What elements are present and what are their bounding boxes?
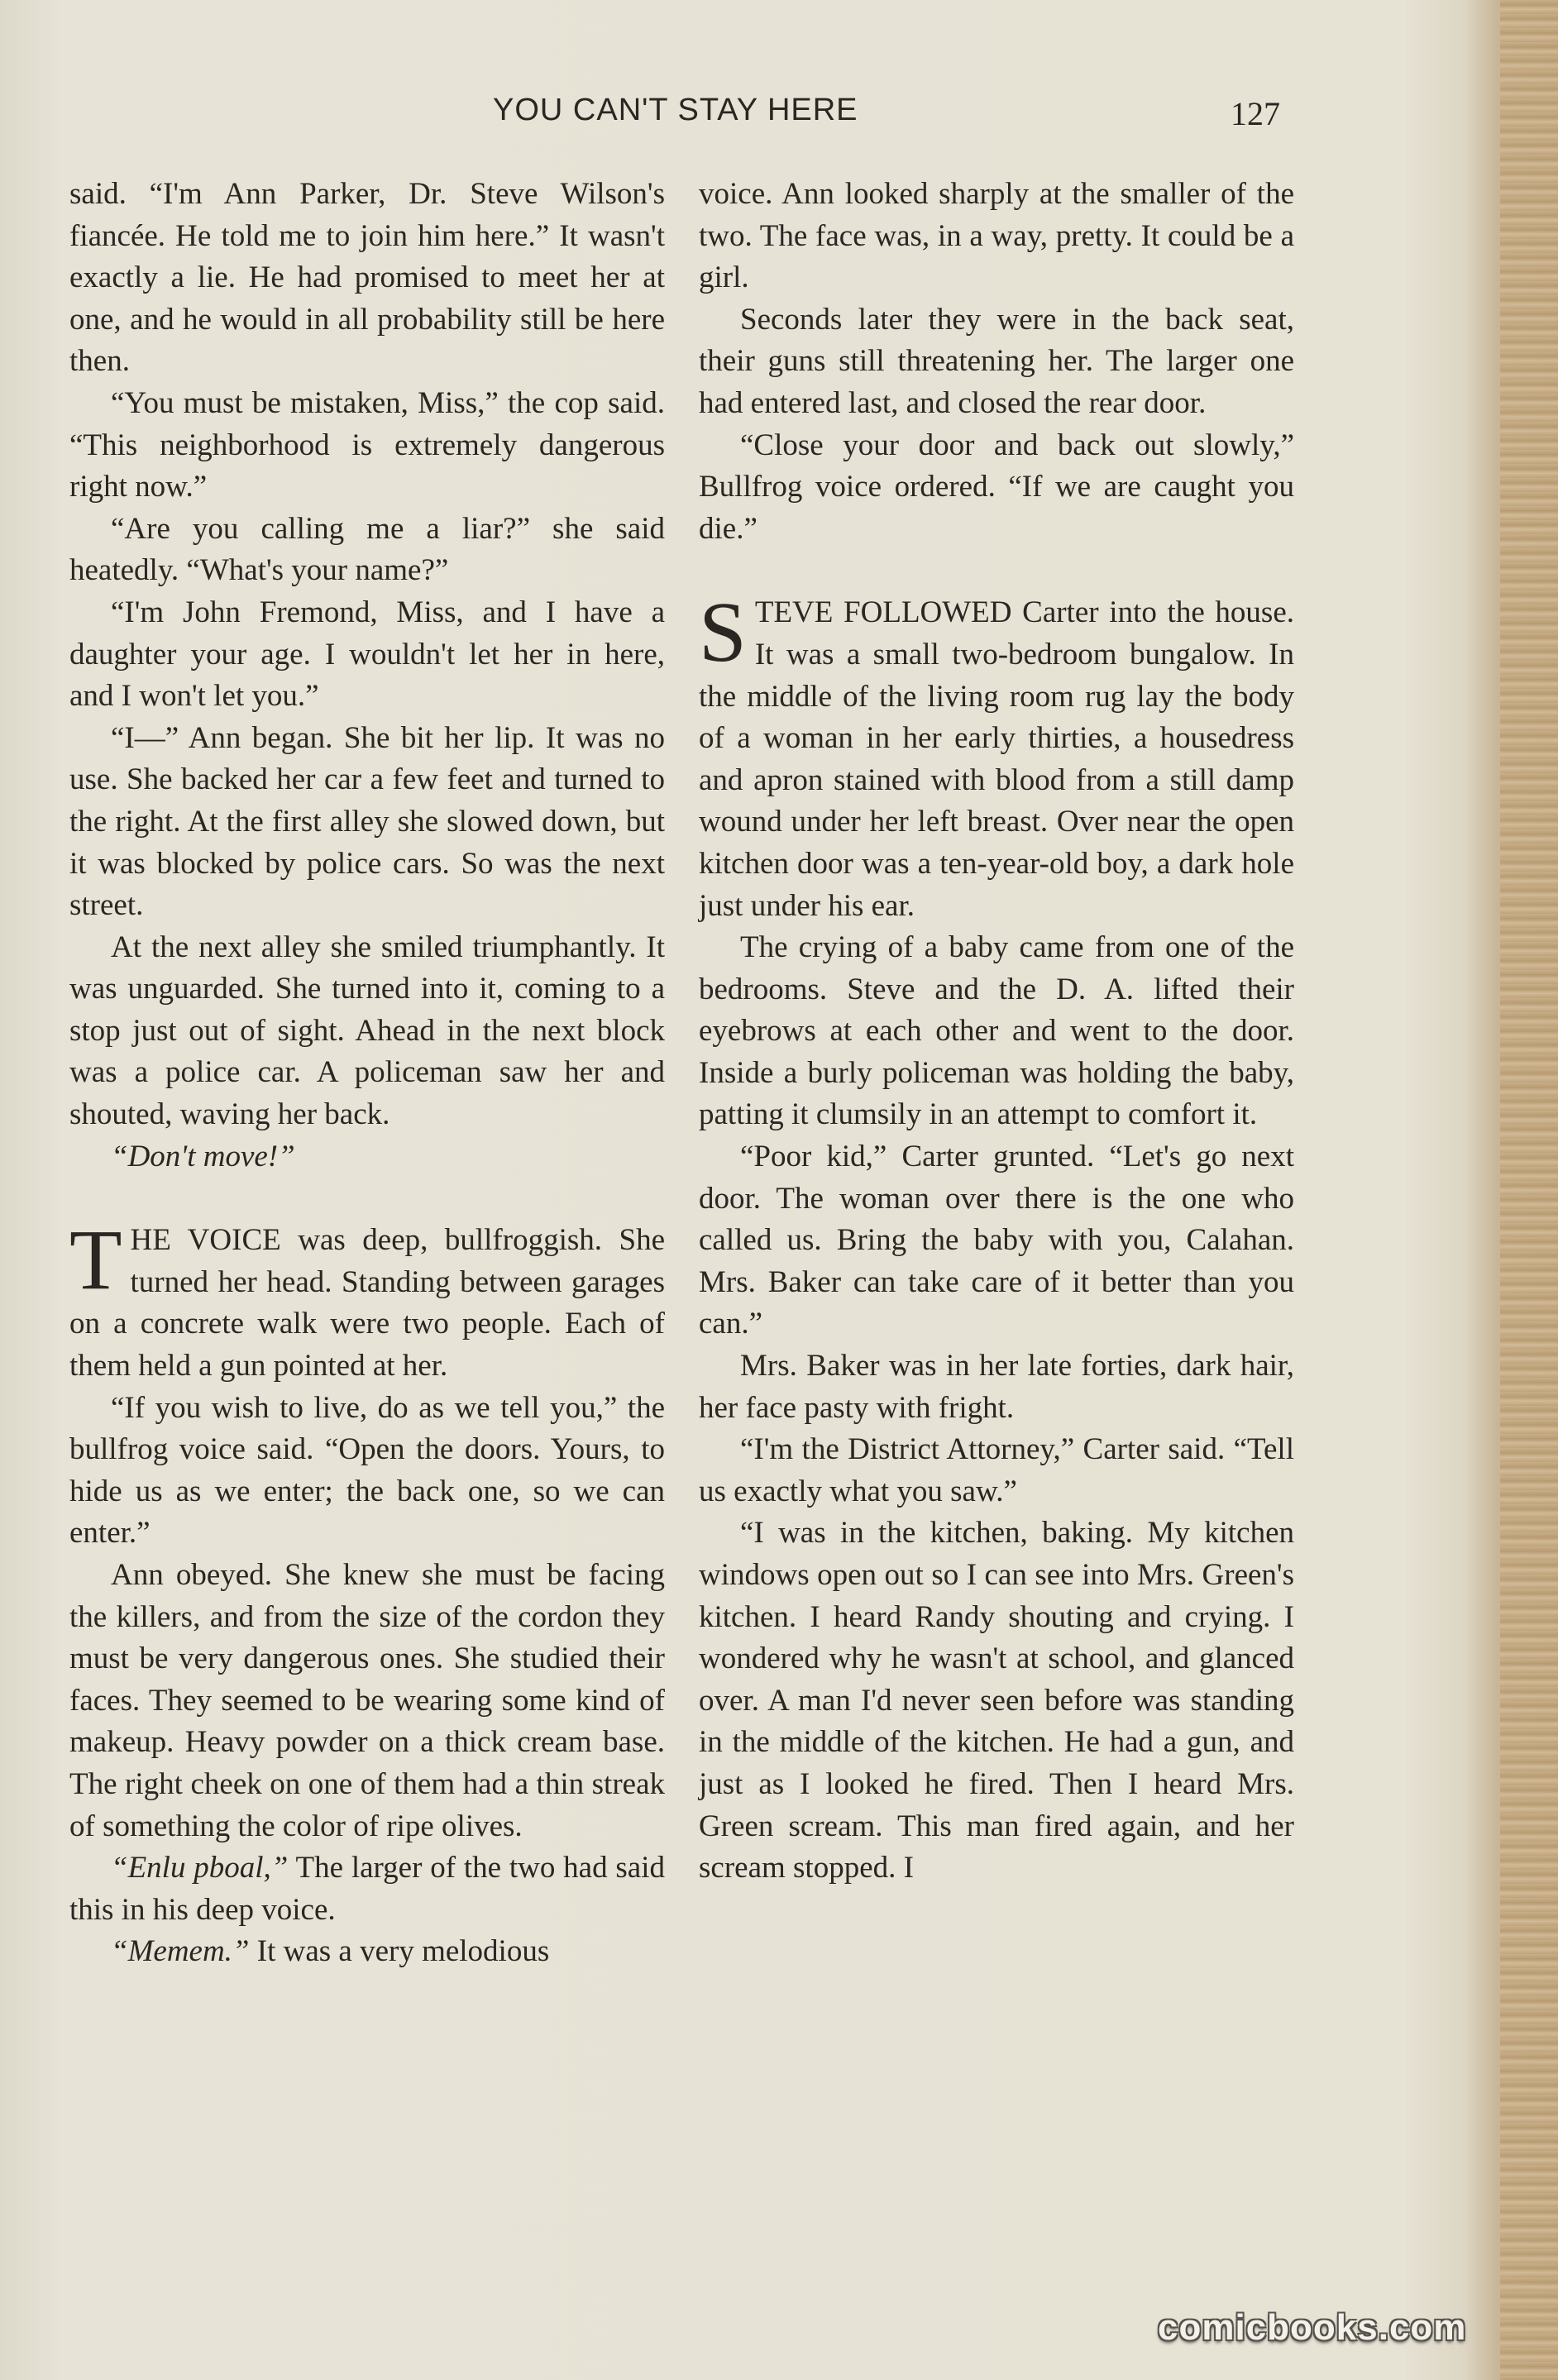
- alien-speech: “Memem.”: [111, 1934, 250, 1969]
- watermark: comicbooks.com: [1158, 2307, 1467, 2348]
- left-column: [69, 174, 665, 1973]
- paragraph: “Don't move!”: [111, 1139, 295, 1173]
- section-opening-paragraph: [69, 1212, 665, 1387]
- paragraph: “I'm John Fremond, Miss, and I have a daughter your age. I wouldn't let her in here, and I won't let you.”: [69, 595, 665, 714]
- section-opening-paragraph: [699, 585, 1294, 927]
- alien-speech: “Enlu pboal,”: [111, 1851, 289, 1885]
- paragraph: “I'm the District Attorney,” Carter said. “Tell us exactly what you saw.”: [699, 1432, 1294, 1508]
- paragraph: “Poor kid,” Carter grunted. “Let's go next door. The woman over there is the one who called us. Bring the baby with you, Calahan. Mrs. Baker can take care of it better than you can.”: [699, 1140, 1294, 1341]
- paragraph: The crying of a baby came from one of the bedrooms. Steve and the D. A. lifted their eyebrows at each other and went to the door. Inside a burly policeman was holding the baby, patting it clumsily in an attempt to comfort it.: [699, 930, 1294, 1132]
- drop-cap: T: [69, 1212, 122, 1308]
- paragraph-text: TEVE FOLLOWED Carter into the house. It was a small two-bedroom bungalow. In the middle of the living room rug lay the body of a woman in her early thirties, a housedress and apron stained with blood from a still damp wound under her left breast. Over near the open kitchen door was a ten-year-old boy, a dark hole just under his ear.: [699, 595, 1294, 923]
- paragraph: “If you wish to live, do as we tell you,” the bullfrog voice said. “Open the doors. Yours, to hide us as we enter; the back one, so we can enter.”: [69, 1390, 665, 1551]
- paragraph: [69, 1931, 665, 1973]
- page-header: [0, 93, 1558, 142]
- paragraph: “I—” Ann began. She bit her lip. It was no use. She backed her car a few feet and turned to the right. At the first alley she slowed down, but it was blocked by police cars. So was the next street.: [69, 720, 665, 923]
- paragraph: Seconds later they were in the back seat, their guns still threatening her. The larger one had entered last, and closed the rear door.: [699, 302, 1294, 420]
- drop-cap: S: [699, 585, 747, 681]
- paragraph-text: HE VOICE was deep, bullfroggish. She turned her head. Standing between garages on a concrete walk were two people. Each of them held a gun pointed at her.: [69, 1223, 665, 1384]
- running-title: YOU CAN'T STAY HERE: [493, 93, 858, 127]
- paragraph: Ann obeyed. She knew she must be facing the killers, and from the size of the cordon they must be very dangerous ones. She studied their faces. They seemed to be wearing some kind of makeup. Heavy powder on a thick cream base. The right cheek on one of them had a thin streak of something the color of ripe olives.: [69, 1558, 665, 1843]
- paragraph: “Close your door and back out slowly,” Bullfrog voice ordered. “If we are caught you die.”: [699, 428, 1294, 546]
- paragraph: [69, 1847, 665, 1931]
- page-edge: [1500, 0, 1558, 2380]
- page-number: 127: [1231, 95, 1280, 132]
- paragraph: said. “I'm Ann Parker, Dr. Steve Wilson's fiancée. He told me to join him here.” It wasn't exactly a lie. He had promised to meet her at one, and he would in all probability still be here then.: [69, 177, 665, 379]
- paragraph: “You must be mistaken, Miss,” the cop said. “This neighborhood is extremely dangerous right now.”: [69, 385, 665, 504]
- paragraph: “I was in the kitchen, baking. My kitchen windows open out so I can see into Mrs. Green's kitchen. I heard Randy shouting and crying. I wondered why he wasn't at school, and glanced over. A man I'd never seen before was standing in the middle of the kitchen. He had a gun, and just as I looked he fired. Then I heard Mrs. Green scream. This man fired again, and her scream stopped. I: [699, 1516, 1294, 1885]
- paragraph: “Are you calling me a liar?” she said heatedly. “What's your name?”: [69, 511, 665, 588]
- right-column: [699, 174, 1294, 1890]
- paragraph-text: It was a very melodious: [249, 1934, 550, 1969]
- paragraph: voice. Ann looked sharply at the smaller of the two. The face was, in a way, pretty. It could be a girl.: [699, 177, 1294, 295]
- paragraph: At the next alley she smiled triumphantly. It was unguarded. She turned into it, coming to a stop just out of sight. Ahead in the next block was a police car. A policeman saw her and shouted, waving her back.: [69, 930, 665, 1132]
- paragraph-text: The larger of the two had said this in his deep voice.: [69, 1851, 665, 1927]
- paragraph: Mrs. Baker was in her late forties, dark hair, her face pasty with fright.: [699, 1349, 1294, 1425]
